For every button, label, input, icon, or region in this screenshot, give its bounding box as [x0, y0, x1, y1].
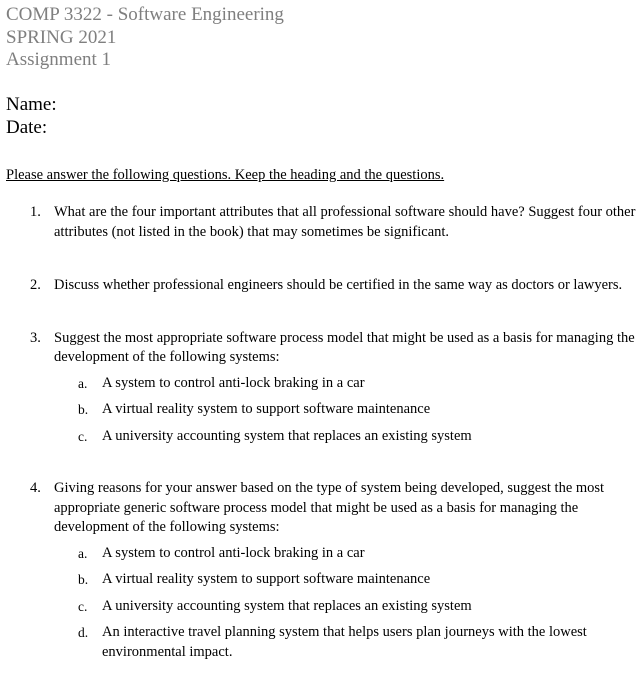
subitem-a — [54, 544, 636, 564]
question-number: 3. — [30, 329, 41, 346]
name-label[interactable]: Name: — [6, 94, 57, 115]
question-number: 4. — [30, 480, 41, 496]
question-text: What are the four important attributes that all professional software should have? Suggest four other attributes (not listed in the book) that may sometimes be significant. — [54, 204, 636, 240]
instructions: Please answer the following questions. Keep the heading and the questions. — [6, 167, 445, 183]
subitem-c — [54, 427, 636, 447]
question-text: Discuss whether professional engineers should be certified in the same way as doctors or lawyers. — [54, 277, 623, 293]
subitem-letter: d. — [78, 625, 89, 640]
question-number: 2. — [30, 277, 41, 293]
subitem-letter: b. — [78, 572, 89, 587]
question-4 — [0, 479, 636, 662]
question-1 — [0, 203, 636, 242]
subitem-letter: a. — [78, 545, 88, 561]
subitem-letter: b. — [78, 402, 89, 417]
question-text: Suggest the most appropriate software process model that might be used as a basis for managing the development of the following systems: — [54, 329, 635, 365]
course-title: COMP 3322 - Software Engineering — [6, 4, 284, 25]
question-number: 1. — [30, 204, 41, 220]
date-label[interactable]: Date: — [6, 116, 48, 138]
question-text: Giving reasons for your answer based on the type of system being developed, suggest the most appropriate generic software process model that might be used as a basis for managing the development of the following systems: — [54, 480, 605, 535]
subitem-text: A university accounting system that replaces an existing system — [102, 427, 472, 444]
document-header — [6, 4, 284, 72]
subitem-b — [54, 400, 636, 420]
subitem-list — [54, 544, 636, 663]
subitem-list — [54, 374, 636, 447]
subitem-letter: c. — [78, 428, 88, 444]
subitem-a — [54, 374, 636, 394]
question-3 — [0, 329, 636, 447]
subitem-text: An interactive travel planning system that helps users plan journeys with the lowest environmental impact. — [102, 624, 587, 660]
question-list — [0, 203, 636, 669]
question-2 — [0, 276, 636, 296]
term-label: SPRING 2021 — [6, 26, 117, 48]
subitem-text: A system to control anti-lock braking in a car — [102, 374, 365, 391]
subitem-text: A system to control anti-lock braking in a car — [102, 544, 365, 561]
subitem-text: A virtual reality system to support software maintenance — [102, 401, 431, 417]
subitem-b — [54, 570, 636, 590]
subitem-text: A university accounting system that replaces an existing system — [102, 597, 472, 614]
assignment-title: Assignment 1 — [6, 49, 112, 70]
student-fields — [6, 94, 57, 139]
subitem-d — [54, 623, 636, 662]
subitem-c — [54, 597, 636, 617]
subitem-letter: c. — [78, 598, 88, 614]
subitem-text: A virtual reality system to support software maintenance — [102, 571, 431, 587]
subitem-letter: a. — [78, 375, 88, 391]
